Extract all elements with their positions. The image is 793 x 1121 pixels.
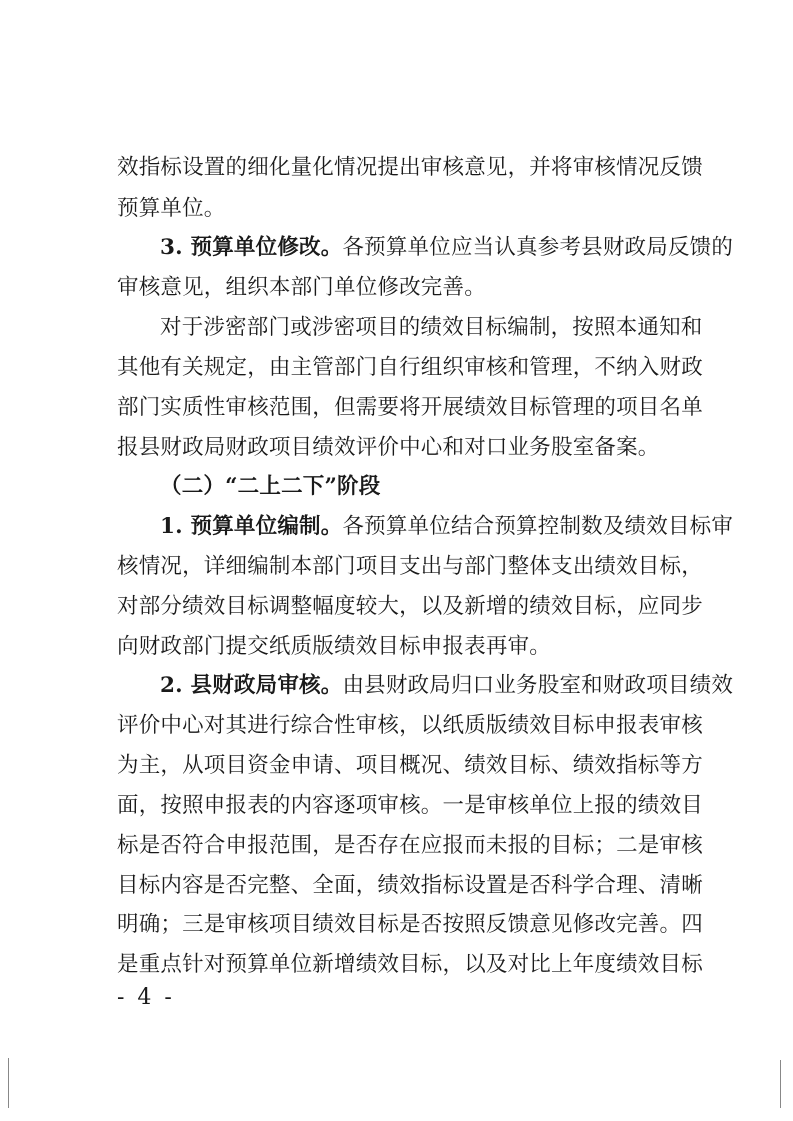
text-line: 效指标设置的细化量化情况提出审核意见，并将审核情况反馈 xyxy=(117,155,703,180)
paragraph-line xyxy=(160,233,733,263)
text-line: 审核意见，组织本部门单位修改完善。 xyxy=(117,275,486,300)
text-line: 为主，从项目资金申请、项目概况、绩效目标、绩效指标等方 xyxy=(117,753,703,778)
text-line: 向财政部门提交纸质版绩效目标申报表再审。 xyxy=(117,634,552,659)
text-line: 预算单位。 xyxy=(117,196,226,221)
text-line: 对于涉密部门或涉密项目的绩效目标编制，按照本通知和 xyxy=(160,315,703,340)
text-line: 标是否符合申报范围，是否存在应报而未报的目标；二是审核 xyxy=(117,833,703,858)
text-line: 对部分绩效目标调整幅度较大，以及新增的绩效目标，应同步 xyxy=(117,594,703,619)
paragraph-line xyxy=(160,512,733,542)
text-line: 其他有关规定，由主管部门自行组织审核和管理，不纳入财政 xyxy=(117,355,703,380)
paragraph-line xyxy=(160,671,733,701)
page-number: - 4 - xyxy=(117,985,175,1010)
text-line: 部门实质性审核范围，但需要将开展绩效目标管理的项目名单 xyxy=(117,395,703,420)
text-line: 目标内容是否完整、全面，绩效指标设置是否科学合理、清晰 xyxy=(117,873,703,898)
text-span: 各预算单位结合预算控制数及绩效目标审 xyxy=(342,514,734,539)
text-line: 报县财政局财政项目绩效评价中心和对口业务股室备案。 xyxy=(117,435,660,460)
item-heading: 1. 预算单位编制。 xyxy=(160,514,343,539)
text-span: 由县财政局归口业务股室和财政项目绩效 xyxy=(342,673,734,698)
section-heading: （二）“二上二下”阶段 xyxy=(160,474,381,499)
text-line: 面，按照申报表的内容逐项审核。一是审核单位上报的绩效目 xyxy=(117,793,703,818)
item-heading: 3. 预算单位修改。 xyxy=(160,235,343,260)
item-heading: 2. 县财政局审核。 xyxy=(160,673,343,698)
text-line: 评价中心对其进行综合性审核，以纸质版绩效目标申报表审核 xyxy=(117,713,703,738)
scan-edge-mark xyxy=(780,1060,781,1108)
scan-edge-mark xyxy=(8,1058,9,1108)
text-line: 核情况，详细编制本部门项目支出与部门整体支出绩效目标， xyxy=(117,554,703,579)
text-span: 各预算单位应当认真参考县财政局反馈的 xyxy=(342,235,734,260)
text-line: 是重点针对预算单位新增绩效目标，以及对比上年度绩效目标 xyxy=(117,952,703,977)
text-line: 明确；三是审核项目绩效目标是否按照反馈意见修改完善。四 xyxy=(117,912,703,937)
